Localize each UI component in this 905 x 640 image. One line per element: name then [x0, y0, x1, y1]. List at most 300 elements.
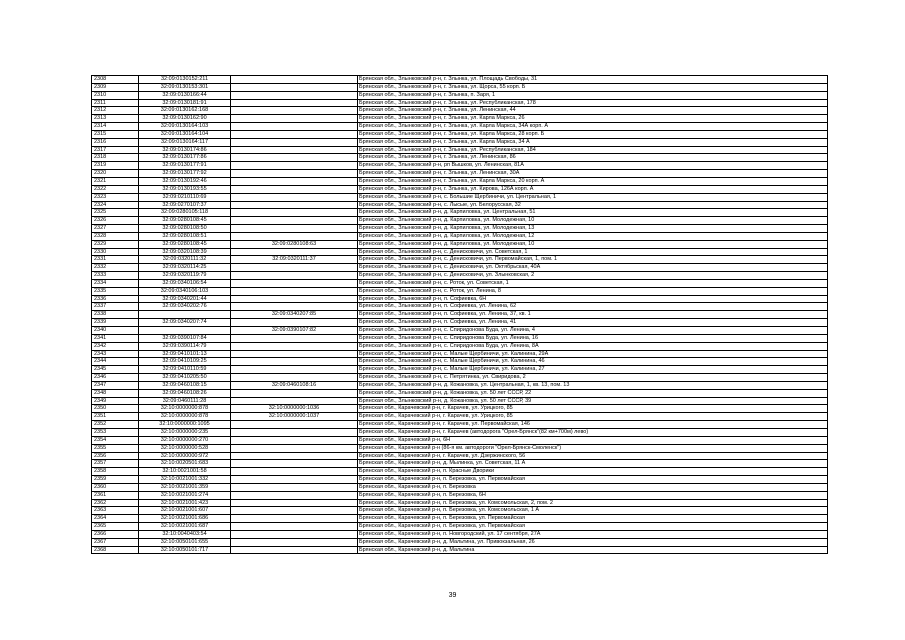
cadastral-number-cell: 32:10:0050101:717: [139, 546, 231, 554]
table-row: [92, 295, 828, 303]
related-cadastral-number-cell: 32:09:0340207:85: [231, 311, 358, 319]
address-cell: Брянская обл., Злынковский р-н, с. Спиридонова Буда, ул. Ленина, 8А: [358, 342, 828, 350]
row-number-cell: 2341: [92, 334, 139, 342]
related-cadastral-number-cell: [231, 530, 358, 538]
table-row: [92, 421, 828, 429]
related-cadastral-number-cell: [231, 99, 358, 107]
table-row: [92, 491, 828, 499]
related-cadastral-number-cell: [231, 295, 358, 303]
row-number-cell: 2319: [92, 162, 139, 170]
address-cell: Брянская обл., Злынковский р-н, д. Карпиловка, ул. Молодежная, 12: [358, 232, 828, 240]
address-cell: Брянская обл., Карачевский р-н (86-я км. автодороги "Орел-Брянск-Смоленск"): [358, 444, 828, 452]
table-row: [92, 319, 828, 327]
cadastral-number-cell: 32:10:0021001:687: [139, 523, 231, 531]
row-number-cell: 2348: [92, 389, 139, 397]
cadastral-number-cell: 32:09:0320108:39: [139, 248, 231, 256]
related-cadastral-number-cell: [231, 279, 358, 287]
row-number-cell: 2314: [92, 123, 139, 131]
address-cell: Брянская обл., Карачевский р-н, г. Карачев (автодорога "Орел-Брянск"(82 км+700м) лево): [358, 428, 828, 436]
related-cadastral-number-cell: [231, 83, 358, 91]
related-cadastral-number-cell: [231, 146, 358, 154]
related-cadastral-number-cell: [231, 523, 358, 531]
row-number-cell: 2338: [92, 311, 139, 319]
row-number-cell: 2315: [92, 130, 139, 138]
cadastral-number-cell: 32:10:0000000:270: [139, 436, 231, 444]
cadastral-number-cell: 32:10:0021001:423: [139, 499, 231, 507]
table-row: [92, 381, 828, 389]
table-row: [92, 538, 828, 546]
related-cadastral-number-cell: [231, 358, 358, 366]
address-cell: Брянская обл., Злынковский р-н, с. Денисковичи, ул. Злынковская, 2: [358, 272, 828, 280]
records-table: [91, 75, 828, 554]
address-cell: Брянская обл., Карачевский р-н, д. Мальтина, ул. Привокзальная, 26: [358, 538, 828, 546]
row-number-cell: 2332: [92, 264, 139, 272]
row-number-cell: 2331: [92, 256, 139, 264]
row-number-cell: 2358: [92, 468, 139, 476]
cadastral-number-cell: 32:09:0340106:103: [139, 287, 231, 295]
row-number-cell: 2365: [92, 523, 139, 531]
cadastral-number-cell: 32:10:0000000:878: [139, 413, 231, 421]
related-cadastral-number-cell: 32:09:0390107:82: [231, 327, 358, 335]
table-row: [92, 240, 828, 248]
related-cadastral-number-cell: [231, 115, 358, 123]
address-cell: Брянская обл., Злынковский р-н, г. Злынка, ул. Республиканская, 178: [358, 99, 828, 107]
table-row: [92, 248, 828, 256]
row-number-cell: 2355: [92, 444, 139, 452]
table-row: [92, 217, 828, 225]
related-cadastral-number-cell: [231, 515, 358, 523]
related-cadastral-number-cell: 32:09:0320111:37: [231, 256, 358, 264]
address-cell: Брянская обл., Злынковский р-н, г. Злынка, ул. Карла Маркса, 20 корп. А: [358, 177, 828, 185]
table-row: [92, 256, 828, 264]
cadastral-number-cell: 32:09:0340106:54: [139, 279, 231, 287]
row-number-cell: 2311: [92, 99, 139, 107]
related-cadastral-number-cell: [231, 201, 358, 209]
row-number-cell: 2366: [92, 530, 139, 538]
address-cell: Брянская обл., Злынковский р-н, с. Малые Щербиничи, ул. Калинина, 46: [358, 358, 828, 366]
row-number-cell: 2326: [92, 217, 139, 225]
related-cadastral-number-cell: [231, 217, 358, 225]
cadastral-number-cell: 32:09:0130164:104: [139, 130, 231, 138]
row-number-cell: 2360: [92, 483, 139, 491]
table-row: [92, 523, 828, 531]
cadastral-number-cell: 32:09:0280108:45: [139, 240, 231, 248]
row-number-cell: 2316: [92, 138, 139, 146]
cadastral-number-cell: 32:09:0130152:211: [139, 76, 231, 84]
cadastral-number-cell: 32:09:0130164:117: [139, 138, 231, 146]
address-cell: Брянская обл., Злынковский р-н, д. Карпиловка, ул. Молодежная, 13: [358, 225, 828, 233]
cadastral-number-cell: 32:09:0270107:37: [139, 201, 231, 209]
row-number-cell: 2339: [92, 319, 139, 327]
related-cadastral-number-cell: [231, 287, 358, 295]
cadastral-number-cell: 32:09:0460111:28: [139, 397, 231, 405]
cadastral-number-cell: 32:09:0130174:86: [139, 146, 231, 154]
cadastral-number-cell: 32:09:0130153:301: [139, 83, 231, 91]
address-cell: Брянская обл., Карачевский р-н, п. Красные Дворики: [358, 468, 828, 476]
cadastral-number-cell: 32:09:0320119:79: [139, 272, 231, 280]
address-cell: Брянская обл., Злынковский р-н, с. Денисковичи, ул. Октябрьская, 40А: [358, 264, 828, 272]
cadastral-number-cell: 32:09:0460108:15: [139, 381, 231, 389]
row-number-cell: 2317: [92, 146, 139, 154]
row-number-cell: 2329: [92, 240, 139, 248]
related-cadastral-number-cell: [231, 507, 358, 515]
table-row: [92, 358, 828, 366]
address-cell: Брянская обл., Злынковский р-н, с. Лысые, ул. Белорусская, 32: [358, 201, 828, 209]
table-row: [92, 272, 828, 280]
table-row: [92, 146, 828, 154]
cadastral-number-cell: 32:09:0340201:44: [139, 295, 231, 303]
related-cadastral-number-cell: [231, 177, 358, 185]
address-cell: Брянская обл., Карачевский р-н, д. Мальтина: [358, 546, 828, 554]
address-cell: Брянская обл., Злынковский р-н, г. Злынка, ул. Республиканская, 184: [358, 146, 828, 154]
row-number-cell: 2347: [92, 381, 139, 389]
table-row: [92, 350, 828, 358]
cadastral-number-cell: 32:09:0130192:46: [139, 177, 231, 185]
table-row: [92, 389, 828, 397]
cadastral-number-cell: 32:09:0130162:90: [139, 115, 231, 123]
row-number-cell: 2344: [92, 358, 139, 366]
address-cell: Брянская обл., Злынковский р-н, д. Кожановка, ул. 50 лет СССР, 39: [358, 397, 828, 405]
cadastral-number-cell: 32:09:0460108:26: [139, 389, 231, 397]
table-row: [92, 311, 828, 319]
address-cell: Брянская обл., Злынковский р-н, с. Денисковичи, ул. Первомайская, 1, пом. 1: [358, 256, 828, 264]
row-number-cell: 2346: [92, 374, 139, 382]
related-cadastral-number-cell: [231, 162, 358, 170]
related-cadastral-number-cell: [231, 272, 358, 280]
row-number-cell: 2333: [92, 272, 139, 280]
related-cadastral-number-cell: [231, 538, 358, 546]
cadastral-number-cell: 32:09:0410110:59: [139, 366, 231, 374]
related-cadastral-number-cell: [231, 123, 358, 131]
address-cell: Брянская обл., Злынковский р-н, г. Злынка, п. Заря, 1: [358, 91, 828, 99]
row-number-cell: 2320: [92, 170, 139, 178]
cadastral-number-cell: 32:09:0280108:51: [139, 232, 231, 240]
row-number-cell: 2356: [92, 452, 139, 460]
related-cadastral-number-cell: [231, 107, 358, 115]
table-row: [92, 193, 828, 201]
address-cell: Брянская обл., Злынковский р-н, с. Роток, ул. Ленина, 8: [358, 287, 828, 295]
related-cadastral-number-cell: [231, 138, 358, 146]
row-number-cell: 2330: [92, 248, 139, 256]
table-row: [92, 232, 828, 240]
address-cell: Брянская обл., Карачевский р-н, п. Березовка, 6Н: [358, 491, 828, 499]
address-cell: Брянская обл., Злынковский р-н, г. Злынка, ул. Карла Маркса, 28 корп. Б: [358, 130, 828, 138]
table-row: [92, 225, 828, 233]
cadastral-number-cell: 32:10:0021001:359: [139, 483, 231, 491]
cadastral-number-cell: 32:09:0280108:45: [139, 217, 231, 225]
cadastral-number-cell: 32:10:0000000:528: [139, 444, 231, 452]
table-row: [92, 413, 828, 421]
row-number-cell: 2318: [92, 154, 139, 162]
row-number-cell: 2351: [92, 413, 139, 421]
row-number-cell: 2313: [92, 115, 139, 123]
related-cadastral-number-cell: [231, 303, 358, 311]
related-cadastral-number-cell: [231, 185, 358, 193]
address-cell: Брянская обл., Карачевский р-н, 6Н: [358, 436, 828, 444]
address-cell: Брянская обл., Карачевский р-н, п. Березовка, ул. Первомайская: [358, 476, 828, 484]
row-number-cell: 2368: [92, 546, 139, 554]
address-cell: Брянская обл., Злынковский р-н, п. Софиевка, ул. Ленина, 37, кв. 1: [358, 311, 828, 319]
address-cell: Брянская обл., Злынковский р-н, г. Злынка, ул. Карла Маркса, 34 А: [358, 138, 828, 146]
related-cadastral-number-cell: [231, 491, 358, 499]
table-row: [92, 530, 828, 538]
cadastral-number-cell: 32:10:0021001:332: [139, 476, 231, 484]
related-cadastral-number-cell: [231, 170, 358, 178]
address-cell: Брянская обл., Карачевский р-н, п. Новгородский, ул. 17 сентября, 27А: [358, 530, 828, 538]
related-cadastral-number-cell: [231, 91, 358, 99]
address-cell: Брянская обл., Карачевский р-н, п. Березовка, ул. Первомайская: [358, 523, 828, 531]
table-row: [92, 468, 828, 476]
cadastral-number-cell: [139, 311, 231, 319]
table-row: [92, 483, 828, 491]
cadastral-number-cell: 32:10:0021001:58: [139, 468, 231, 476]
table-row: [92, 546, 828, 554]
cadastral-number-cell: 32:09:0390107:84: [139, 334, 231, 342]
cadastral-number-cell: 32:09:0390114:79: [139, 342, 231, 350]
related-cadastral-number-cell: [231, 389, 358, 397]
table-row: [92, 444, 828, 452]
row-number-cell: 2343: [92, 350, 139, 358]
related-cadastral-number-cell: [231, 428, 358, 436]
table-row: [92, 185, 828, 193]
related-cadastral-number-cell: [231, 264, 358, 272]
row-number-cell: 2325: [92, 209, 139, 217]
address-cell: Брянская обл., Карачевский р-н, г. Карачев, ул. Первомайская, 146: [358, 421, 828, 429]
related-cadastral-number-cell: 32:10:0000000:1037: [231, 413, 358, 421]
related-cadastral-number-cell: [231, 130, 358, 138]
related-cadastral-number-cell: [231, 374, 358, 382]
address-cell: Брянская обл., Карачевский р-н, д. Мылинка, ул. Советская, 11 А: [358, 460, 828, 468]
table-row: [92, 209, 828, 217]
address-cell: Брянская обл., Злынковский р-н, г. Злынка, ул. Ленинская, 86: [358, 154, 828, 162]
cadastral-number-cell: [139, 327, 231, 335]
related-cadastral-number-cell: [231, 319, 358, 327]
related-cadastral-number-cell: [231, 421, 358, 429]
table-row: [92, 405, 828, 413]
table-row: [92, 83, 828, 91]
table-row: [92, 499, 828, 507]
cadastral-number-cell: 32:09:0410109:25: [139, 358, 231, 366]
related-cadastral-number-cell: [231, 342, 358, 350]
cadastral-number-cell: 32:10:0040403:54: [139, 530, 231, 538]
related-cadastral-number-cell: [231, 232, 358, 240]
row-number-cell: 2340: [92, 327, 139, 335]
cadastral-number-cell: 32:09:0410101:13: [139, 350, 231, 358]
row-number-cell: 2321: [92, 177, 139, 185]
address-cell: Брянская обл., Злынковский р-н, д. Кожановка, ул. 50 лет СССР, 22: [358, 389, 828, 397]
related-cadastral-number-cell: [231, 225, 358, 233]
table-row: [92, 327, 828, 335]
table-row: [92, 342, 828, 350]
cadastral-number-cell: 32:09:0280108:50: [139, 225, 231, 233]
table-row: [92, 460, 828, 468]
address-cell: Брянская обл., Злынковский р-н, с. Петрятинка, ул. Свиридова, 2: [358, 374, 828, 382]
related-cadastral-number-cell: [231, 483, 358, 491]
row-number-cell: 2361: [92, 491, 139, 499]
address-cell: Брянская обл., Злынковский р-н, п. Софиевка, 6Н: [358, 295, 828, 303]
cadastral-number-cell: 32:10:0000000:878: [139, 405, 231, 413]
cadastral-number-cell: 32:09:0130164:103: [139, 123, 231, 131]
related-cadastral-number-cell: 32:09:0460108:16: [231, 381, 358, 389]
table-row: [92, 138, 828, 146]
cadastral-number-cell: 32:09:0130181:91: [139, 99, 231, 107]
table-row: [92, 436, 828, 444]
address-cell: Брянская обл., Карачевский р-н, п. Березовка, ул. Комсомольская, 2, пом. 2: [358, 499, 828, 507]
cadastral-number-cell: 32:10:0020501:683: [139, 460, 231, 468]
row-number-cell: 2354: [92, 436, 139, 444]
row-number-cell: 2323: [92, 193, 139, 201]
row-number-cell: 2357: [92, 460, 139, 468]
row-number-cell: 2327: [92, 225, 139, 233]
table-row: [92, 91, 828, 99]
row-number-cell: 2359: [92, 476, 139, 484]
address-cell: Брянская обл., Злынковский р-н, г. Злынка, ул. Ленинская, 30А: [358, 170, 828, 178]
row-number-cell: 2310: [92, 91, 139, 99]
row-number-cell: 2353: [92, 428, 139, 436]
row-number-cell: 2350: [92, 405, 139, 413]
cadastral-number-cell: 32:09:0340207:74: [139, 319, 231, 327]
cadastral-number-cell: 32:09:0210110:69: [139, 193, 231, 201]
cadastral-number-cell: 32:09:0130166:44: [139, 91, 231, 99]
address-cell: Брянская обл., Карачевский р-н, г. Карачев, ул. Дзержинского, 56: [358, 452, 828, 460]
table-row: [92, 130, 828, 138]
table-row: [92, 115, 828, 123]
cadastral-number-cell: 32:09:0280105:118: [139, 209, 231, 217]
related-cadastral-number-cell: [231, 248, 358, 256]
table-row: [92, 76, 828, 84]
table-row: [92, 428, 828, 436]
table-row: [92, 397, 828, 405]
row-number-cell: 2349: [92, 397, 139, 405]
table-row: [92, 162, 828, 170]
row-number-cell: 2309: [92, 83, 139, 91]
cadastral-number-cell: 32:09:0410205:50: [139, 374, 231, 382]
cadastral-number-cell: 32:10:0021001:274: [139, 491, 231, 499]
row-number-cell: 2363: [92, 507, 139, 515]
table-row: [92, 287, 828, 295]
table-row: [92, 264, 828, 272]
table-row: [92, 374, 828, 382]
table-row: [92, 515, 828, 523]
related-cadastral-number-cell: [231, 350, 358, 358]
table-row: [92, 279, 828, 287]
related-cadastral-number-cell: [231, 499, 358, 507]
row-number-cell: 2312: [92, 107, 139, 115]
related-cadastral-number-cell: [231, 366, 358, 374]
cadastral-number-cell: 32:09:0340202:76: [139, 303, 231, 311]
related-cadastral-number-cell: [231, 209, 358, 217]
table-row: [92, 154, 828, 162]
row-number-cell: 2324: [92, 201, 139, 209]
related-cadastral-number-cell: [231, 397, 358, 405]
row-number-cell: 2362: [92, 499, 139, 507]
cadastral-number-cell: 32:10:0021001:607: [139, 507, 231, 515]
row-number-cell: 2337: [92, 303, 139, 311]
address-cell: Брянская обл., Карачевский р-н, п. Березовка, ул. Комсомольская, 1 А: [358, 507, 828, 515]
cadastral-number-cell: 32:09:0320111:32: [139, 256, 231, 264]
cadastral-number-cell: 32:09:0130177:91: [139, 162, 231, 170]
address-cell: Брянская обл., Злынковский р-н, с. Малые Щербиничи, ул. Калинина, 29А: [358, 350, 828, 358]
address-cell: Брянская обл., Злынковский р-н, с. Роток, ул. Советская, 1: [358, 279, 828, 287]
related-cadastral-number-cell: [231, 154, 358, 162]
related-cadastral-number-cell: [231, 546, 358, 554]
address-cell: Брянская обл., Злынковский р-н, с. Большие Щербиничи, ул. Центральная, 1: [358, 193, 828, 201]
address-cell: Брянская обл., Злынковский р-н, г. Злынка, ул. Карла Маркса, 26: [358, 115, 828, 123]
address-cell: Брянская обл., Карачевский р-н, п. Березовка: [358, 483, 828, 491]
table-row: [92, 452, 828, 460]
cadastral-number-cell: 32:10:0021001:686: [139, 515, 231, 523]
related-cadastral-number-cell: [231, 444, 358, 452]
row-number-cell: 2322: [92, 185, 139, 193]
address-cell: Брянская обл., Злынковский р-н, г. Злынка, ул. Ленинская, 44: [358, 107, 828, 115]
related-cadastral-number-cell: [231, 452, 358, 460]
related-cadastral-number-cell: [231, 436, 358, 444]
table-row: [92, 123, 828, 131]
row-number-cell: 2364: [92, 515, 139, 523]
table-row: [92, 303, 828, 311]
address-cell: Брянская обл., Злынковский р-н, д. Карпиловка, ул. Центральная, 51: [358, 209, 828, 217]
row-number-cell: 2345: [92, 366, 139, 374]
cadastral-number-cell: 32:09:0130162:168: [139, 107, 231, 115]
address-cell: Брянская обл., Карачевский р-н, п. Березовка, ул. Первомайская: [358, 515, 828, 523]
related-cadastral-number-cell: 32:10:0000000:1036: [231, 405, 358, 413]
address-cell: Брянская обл., Злынковский р-н, с. Малые Щербиничи, ул. Калинина, 27: [358, 366, 828, 374]
cadastral-number-cell: 32:09:0130193:55: [139, 185, 231, 193]
address-cell: Брянская обл., Злынковский р-н, с. Спиридонова Буда, ул. Ленина, 4: [358, 327, 828, 335]
related-cadastral-number-cell: [231, 468, 358, 476]
row-number-cell: 2352: [92, 421, 139, 429]
table-row: [92, 99, 828, 107]
address-cell: Брянская обл., Злынковский р-н, г. Злынка, ул. Кирова, 126А корп. А: [358, 185, 828, 193]
table-row: [92, 170, 828, 178]
table-row: [92, 334, 828, 342]
row-number-cell: 2308: [92, 76, 139, 84]
table-row: [92, 366, 828, 374]
related-cadastral-number-cell: [231, 476, 358, 484]
row-number-cell: 2328: [92, 232, 139, 240]
row-number-cell: 2342: [92, 342, 139, 350]
related-cadastral-number-cell: [231, 76, 358, 84]
address-cell: Брянская обл., Злынковский р-н, с. Денисковичи, ул. Советская, 1: [358, 248, 828, 256]
cadastral-number-cell: 32:10:0000000:1095: [139, 421, 231, 429]
cadastral-number-cell: 32:10:0000000:235: [139, 428, 231, 436]
row-number-cell: 2334: [92, 279, 139, 287]
related-cadastral-number-cell: 32:09:0280108:63: [231, 240, 358, 248]
page-number: 39: [448, 592, 457, 599]
table-row: [92, 507, 828, 515]
row-number-cell: 2336: [92, 295, 139, 303]
related-cadastral-number-cell: [231, 193, 358, 201]
row-number-cell: 2335: [92, 287, 139, 295]
address-cell: Брянская обл., Карачевский р-н, г. Карачев, ул. Урицкого, 85: [358, 405, 828, 413]
address-cell: Брянская обл., Злынковский р-н, п. Софиевка, ул. Ленина, 41: [358, 319, 828, 327]
records-table-body: [92, 76, 828, 554]
cadastral-number-cell: 32:09:0320114:25: [139, 264, 231, 272]
address-cell: Брянская обл., Злынковский р-н, п. Софиевка, ул. Ленина, 62: [358, 303, 828, 311]
address-cell: Брянская обл., Злынковский р-н, г. Злынка, ул. Площадь Свободы, 31: [358, 76, 828, 84]
address-cell: Брянская обл., Злынковский р-н, д. Карпиловка, ул. Молодежная, 10: [358, 240, 828, 248]
related-cadastral-number-cell: [231, 460, 358, 468]
cadastral-number-cell: 32:09:0130177:86: [139, 154, 231, 162]
address-cell: Брянская обл., Злынковский р-н, д. Карпиловка, ул. Молодежная, 10: [358, 217, 828, 225]
related-cadastral-number-cell: [231, 334, 358, 342]
address-cell: Брянская обл., Злынковский р-н, г. Злынка, ул. Карла Маркса, 34А корп. А: [358, 123, 828, 131]
table-row: [92, 201, 828, 209]
cadastral-number-cell: 32:09:0130177:92: [139, 170, 231, 178]
address-cell: Брянская обл., Злынковский р-н, с. Спиридонова Буда, ул. Ленина, 16: [358, 334, 828, 342]
cadastral-number-cell: 32:10:0000000:972: [139, 452, 231, 460]
table-row: [92, 476, 828, 484]
